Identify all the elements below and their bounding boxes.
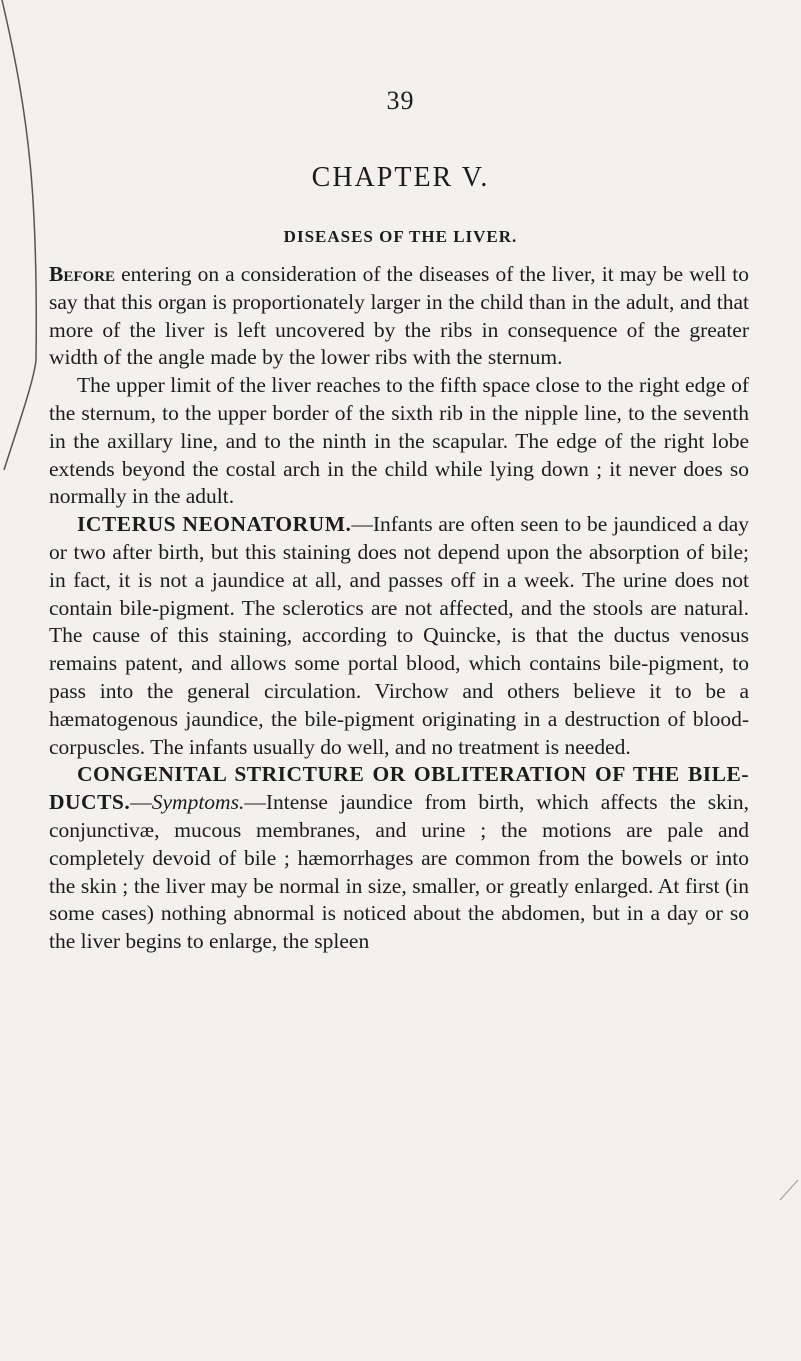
congenital-heading: CONGENITAL STRICTURE OR OBLITERATION OF THE BILE-DUCTS. — [49, 762, 749, 815]
paragraph-intro-text: entering on a consideration of the diseases of the liver, it may be well to say that this organ is proportionately larger in the child than in the adult, and that more of the liver is left uncovered by the ribs in consequence of the greater width of the angle made by the lower ribs with the sternum. — [49, 262, 749, 370]
paragraph-liver-limits-text: The upper limit of the liver reaches to the fifth space close to the right edge of the sternum, to the upper border of the sixth rib in the nipple line, to the seventh in the axillary line, and to the ninth in the scapular. The edge of the right lobe extends beyond the costal arch in the child while lying down ; it never does so normally in the adult. — [49, 373, 749, 509]
symptoms-label: Symptoms. — [151, 790, 245, 815]
paragraph-congenital-text: —Intense jaundice from birth, which affects the skin, conjunctivæ, mucous membranes, and urine ; the motions are pale and completely devoid of bile ; hæmorrhages are common from the bowels or into the skin ; the liver may be normal in size, smaller, or greatly enlarged. At first (in some cases) nothing abnormal is noticed about the abdomen, but in a day or so the liver begins to enlarge, the spleen — [49, 790, 749, 954]
body-text — [49, 261, 749, 956]
paragraph-congenital — [49, 761, 749, 956]
paragraph-icterus-text: —Infants are often seen to be jaundiced a day or two after birth, but this staining does not depend upon the absorption of bile; in fact, it is not a jaundice at all, and passes off in a week. The urine does not contain bile-pigment. The sclerotics are not affected, and the stools are natural. The cause of this staining, according to Quincke, is that the ductus venosus remains patent, and allows some portal blood, which contains bile-pigment, to pass into the general circulation. Virchow and others believe it to be a hæmatogenous jaundice, the bile-pigment originating in a destruction of blood-corpuscles. The infants usually do well, and no treatment is needed. — [49, 512, 749, 759]
lead-word: Before — [49, 262, 116, 286]
page-number: 39 — [386, 86, 415, 115]
congenital-dash: — — [130, 790, 152, 815]
paragraph-liver-limits — [49, 372, 749, 511]
chapter-title: CHAPTER V. — [311, 162, 490, 193]
icterus-heading: ICTERUS NEONATORUM. — [77, 512, 352, 537]
section-title: DISEASES OF THE LIVER. — [283, 227, 518, 246]
paragraph-intro — [49, 261, 749, 372]
paragraph-icterus — [49, 511, 749, 761]
